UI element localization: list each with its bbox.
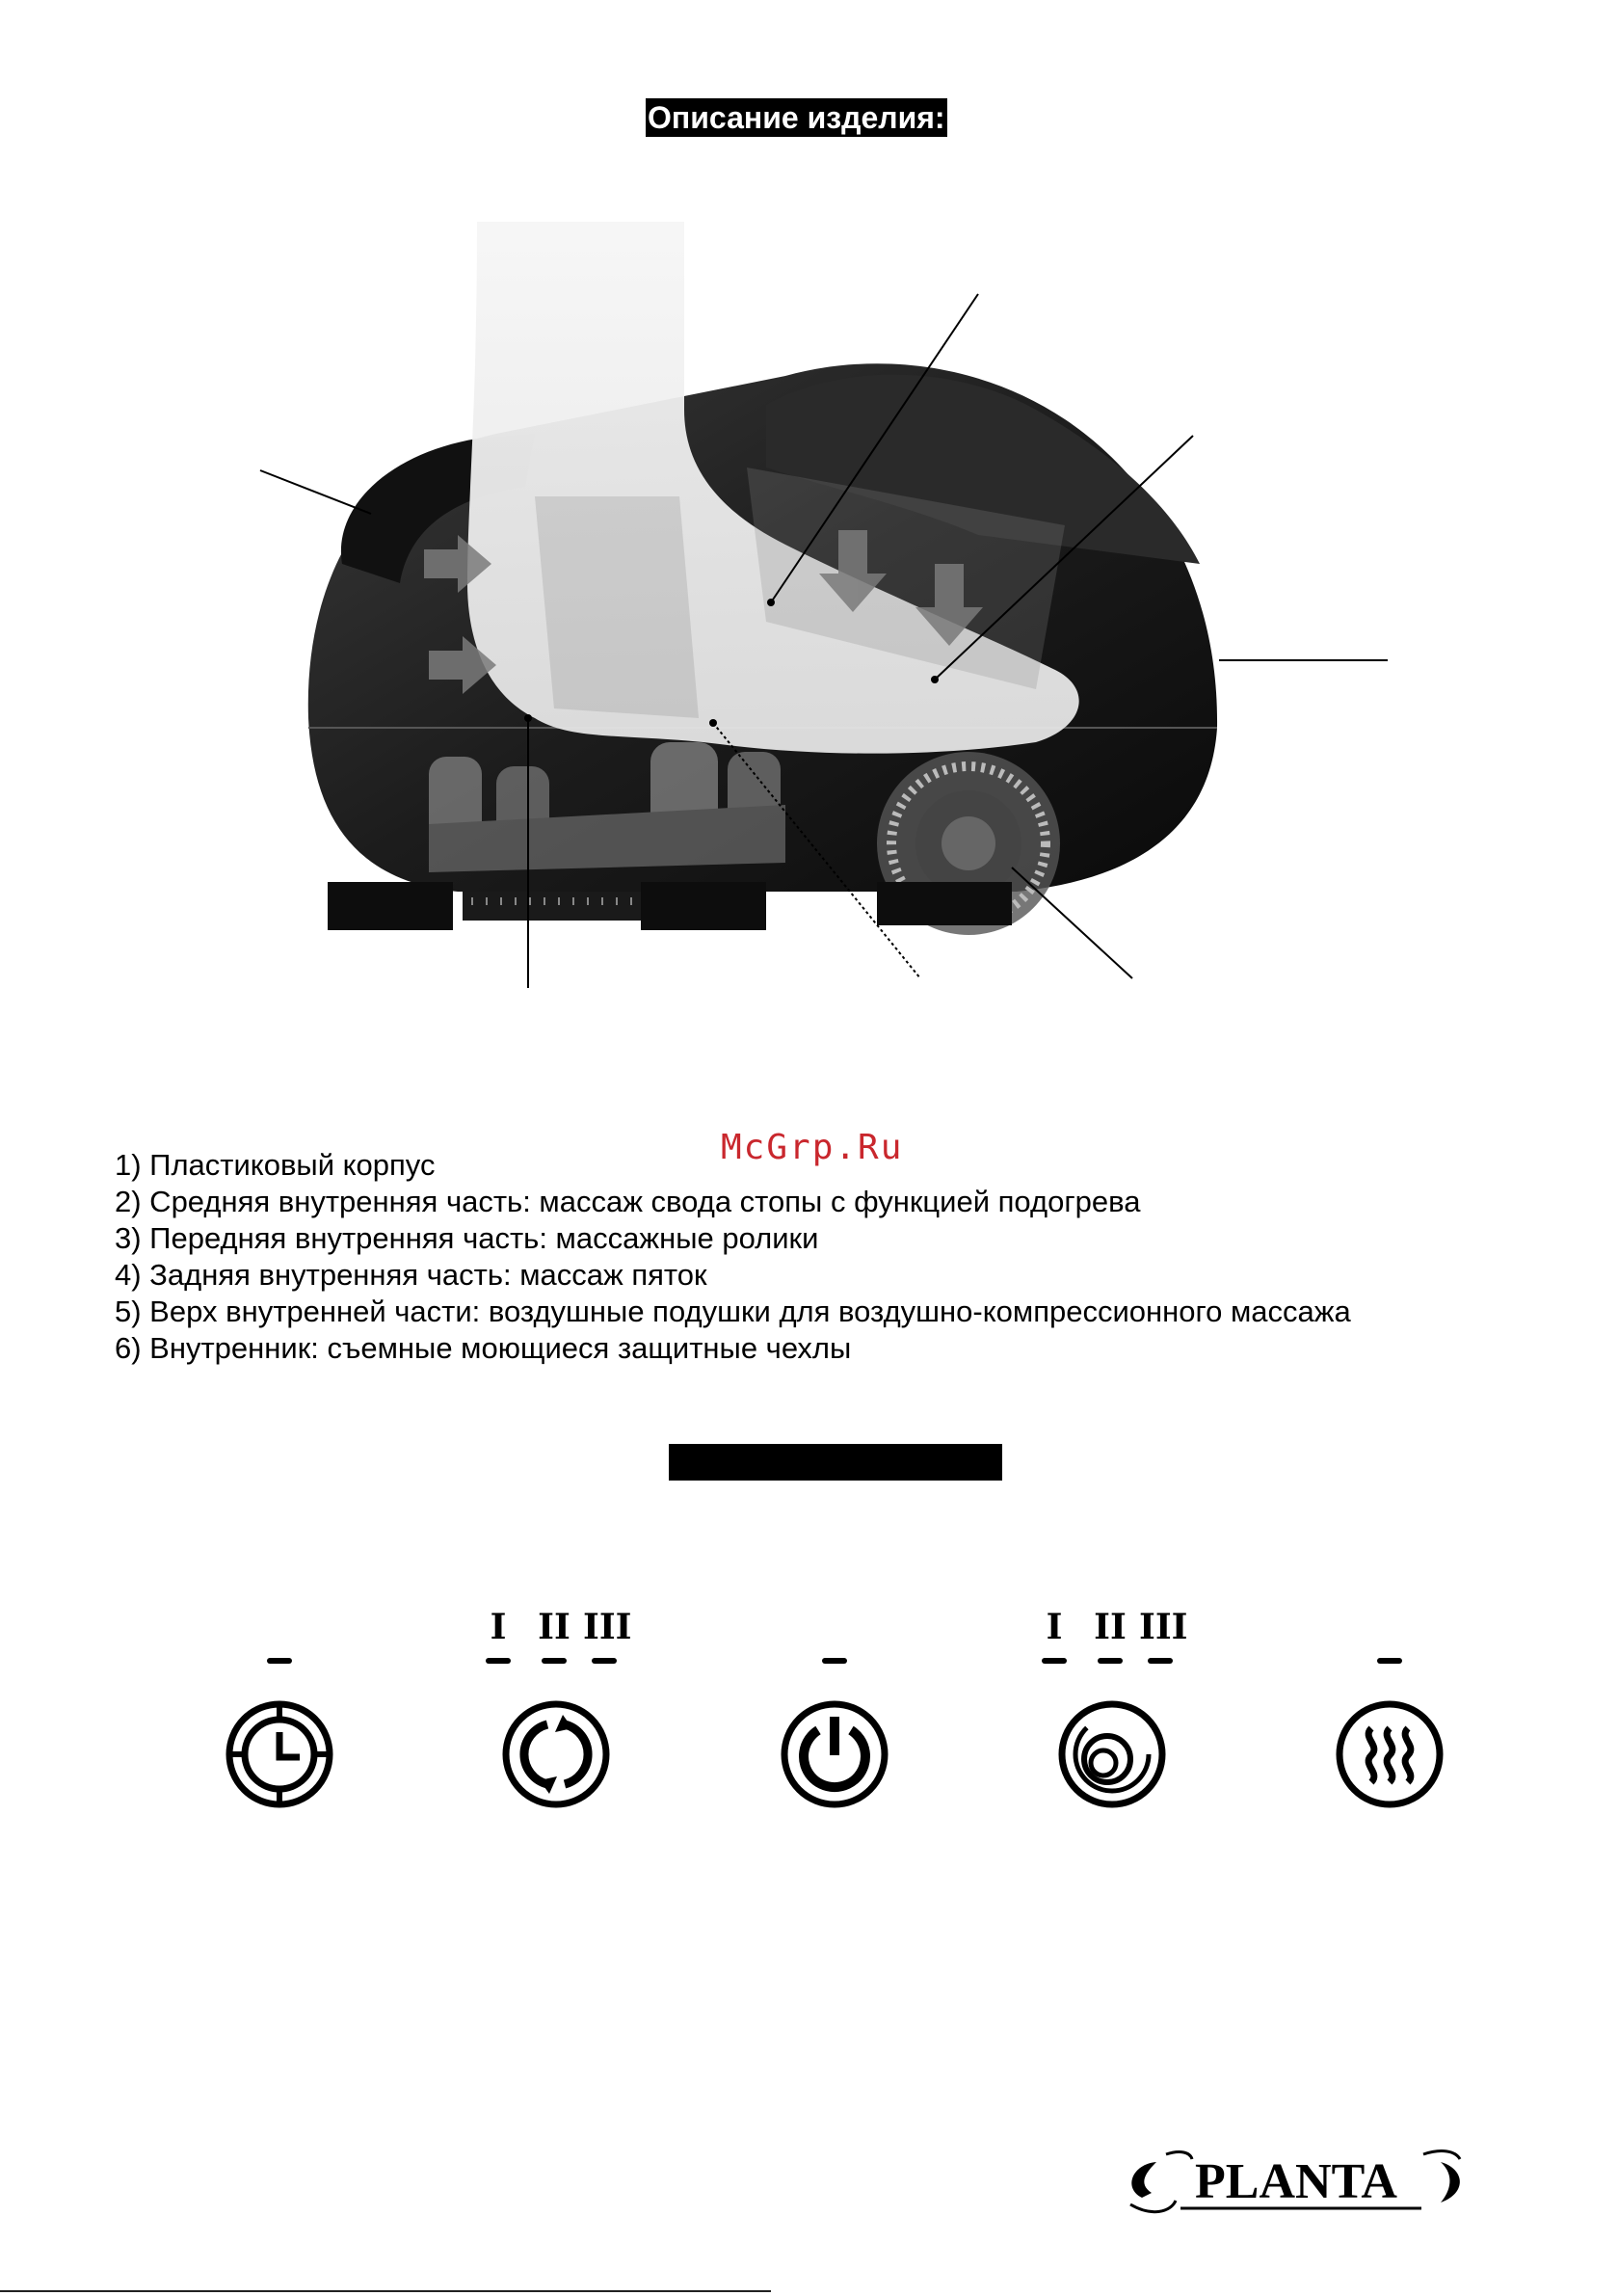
page-bottom-rule [0, 2290, 771, 2292]
planta-logo [1123, 2145, 1470, 2222]
level-label: III [583, 1607, 632, 1647]
indicator-led [486, 1658, 511, 1664]
indicator-led [267, 1658, 292, 1664]
indicator-led [1098, 1658, 1123, 1664]
parts-list-item: 1) Пластиковый корпус [115, 1148, 436, 1182]
indicator-led [592, 1658, 617, 1664]
level-label: II [1094, 1607, 1127, 1647]
parts-list-item: 5) Верх внутренней части: воздушные подушки для воздушно-компрессионного массажа [115, 1295, 1351, 1328]
level-label: I [1046, 1607, 1063, 1647]
redacted-heading-bar [669, 1444, 1002, 1481]
section-title: Описание изделия: [648, 100, 945, 135]
indicator-led [1377, 1658, 1402, 1664]
indicator-led [822, 1658, 847, 1664]
parts-list [115, 1147, 1351, 1367]
indicator-led [1042, 1658, 1067, 1664]
logo-text: PLANTA [1195, 2154, 1397, 2209]
power-icon[interactable] [780, 1699, 889, 1809]
parts-list-item: 4) Задняя внутренняя часть: массаж пяток [115, 1258, 707, 1292]
foot-massager-illustration [246, 217, 1388, 988]
roller-intensity-icon[interactable] [1057, 1699, 1167, 1809]
watermark: McGrp.Ru [721, 1128, 904, 1167]
mode-level-labels [469, 1608, 643, 1646]
heat-waves-icon[interactable] [1335, 1699, 1445, 1809]
mode-rotate-icon[interactable] [501, 1699, 611, 1809]
control-panel [0, 1600, 1618, 1831]
indicator-led [1148, 1658, 1173, 1664]
level-label: III [1139, 1607, 1188, 1647]
parts-list-item: 3) Передняя внутренняя часть: массажные ролики [115, 1221, 819, 1255]
level-label: II [538, 1607, 570, 1647]
parts-list-item: 6) Внутренник: съемные моющиеся защитные чехлы [115, 1331, 852, 1365]
timer-clock-icon[interactable] [225, 1699, 334, 1809]
indicator-led [542, 1658, 567, 1664]
level-label: I [490, 1607, 507, 1647]
parts-list-item: 2) Средняя внутренняя часть: массаж свода стопы с функцией подогрева [115, 1185, 1141, 1218]
intensity-level-labels [1025, 1608, 1199, 1646]
